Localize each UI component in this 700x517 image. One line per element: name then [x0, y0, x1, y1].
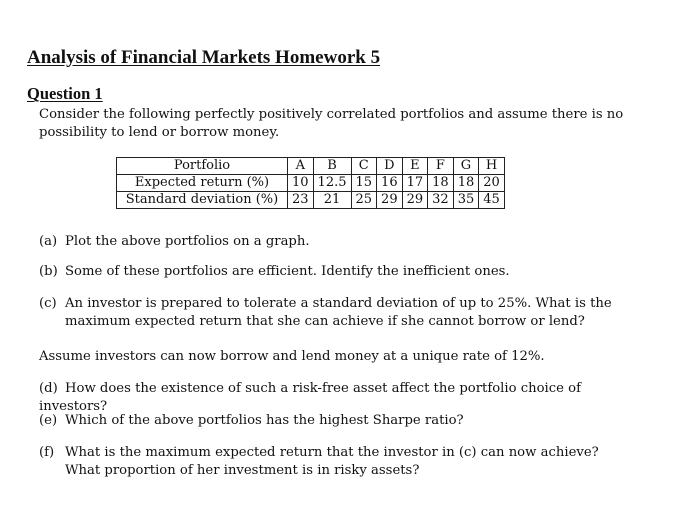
part-b	[39, 263, 639, 281]
table-cell: 21	[313, 192, 351, 209]
row-label: Standard deviation (%)	[117, 192, 288, 209]
table-cell: 16	[377, 175, 403, 192]
table-cell: 18	[453, 175, 479, 192]
table-cell: 23	[288, 192, 314, 209]
table-header-cell: D	[377, 158, 403, 175]
part-text: Which of the above portfolios has the highest Sharpe ratio?	[65, 413, 464, 428]
part-text-line-1: What is the maximum expected return that the investor in (c) can now achieve?	[65, 445, 599, 460]
homework-title: Analysis of Financial Markets Homework 5	[27, 47, 381, 68]
table-header-cell: A	[288, 158, 314, 175]
table-row-standard-deviation	[117, 192, 505, 209]
table-cell: 12.5	[313, 175, 351, 192]
part-text: How does the existence of such a risk-free asset affect the portfolio choice of investors?	[39, 381, 581, 414]
table-cell: 29	[377, 192, 403, 209]
part-text-line-2: maximum expected return that she can achieve if she cannot borrow or lend?	[65, 314, 585, 329]
part-text: Plot the above portfolios on a graph.	[65, 234, 310, 249]
table-header-cell: C	[351, 158, 377, 175]
row-label: Expected return (%)	[117, 175, 288, 192]
table-header-cell: B	[313, 158, 351, 175]
part-label: (c)	[39, 296, 57, 311]
part-label: (b)	[39, 264, 58, 279]
part-text-line-1: An investor is prepared to tolerate a standard deviation of up to 25%. What is the	[65, 296, 612, 311]
table-cell: 17	[402, 175, 428, 192]
part-label: (d)	[39, 381, 58, 396]
table-header-cell: F	[428, 158, 454, 175]
part-c	[39, 295, 639, 331]
table-cell: 29	[402, 192, 428, 209]
table-header-row	[117, 158, 505, 175]
question-heading: Question 1	[27, 84, 103, 103]
table-cell: 25	[351, 192, 377, 209]
risk-free-assumption: Assume investors can now borrow and lend money at a unique rate of 12%.	[39, 349, 545, 364]
portfolio-table	[116, 157, 505, 209]
table-header-cell: E	[402, 158, 428, 175]
table-header-label: Portfolio	[117, 158, 288, 175]
table-cell: 45	[479, 192, 505, 209]
part-label: (a)	[39, 234, 58, 249]
part-d	[39, 380, 639, 416]
part-label: (f)	[39, 445, 55, 460]
table-cell: 15	[351, 175, 377, 192]
table-cell: 35	[453, 192, 479, 209]
part-f	[39, 444, 639, 480]
table-cell: 32	[428, 192, 454, 209]
part-e	[39, 412, 639, 430]
part-label: (e)	[39, 413, 58, 428]
part-text: Some of these portfolios are efficient. Identify the inefficient ones.	[65, 264, 510, 279]
table-header-cell: G	[453, 158, 479, 175]
table-cell: 18	[428, 175, 454, 192]
table-cell: 10	[288, 175, 314, 192]
question-intro: Consider the following perfectly positively correlated portfolios and assume there is no possibility to lend or borrow money.	[39, 107, 624, 140]
table-header-cell: H	[479, 158, 505, 175]
table-cell: 20	[479, 175, 505, 192]
part-text-line-2: What proportion of her investment is in risky assets?	[65, 463, 420, 478]
part-a	[39, 233, 639, 251]
table-row-expected-return	[117, 175, 505, 192]
